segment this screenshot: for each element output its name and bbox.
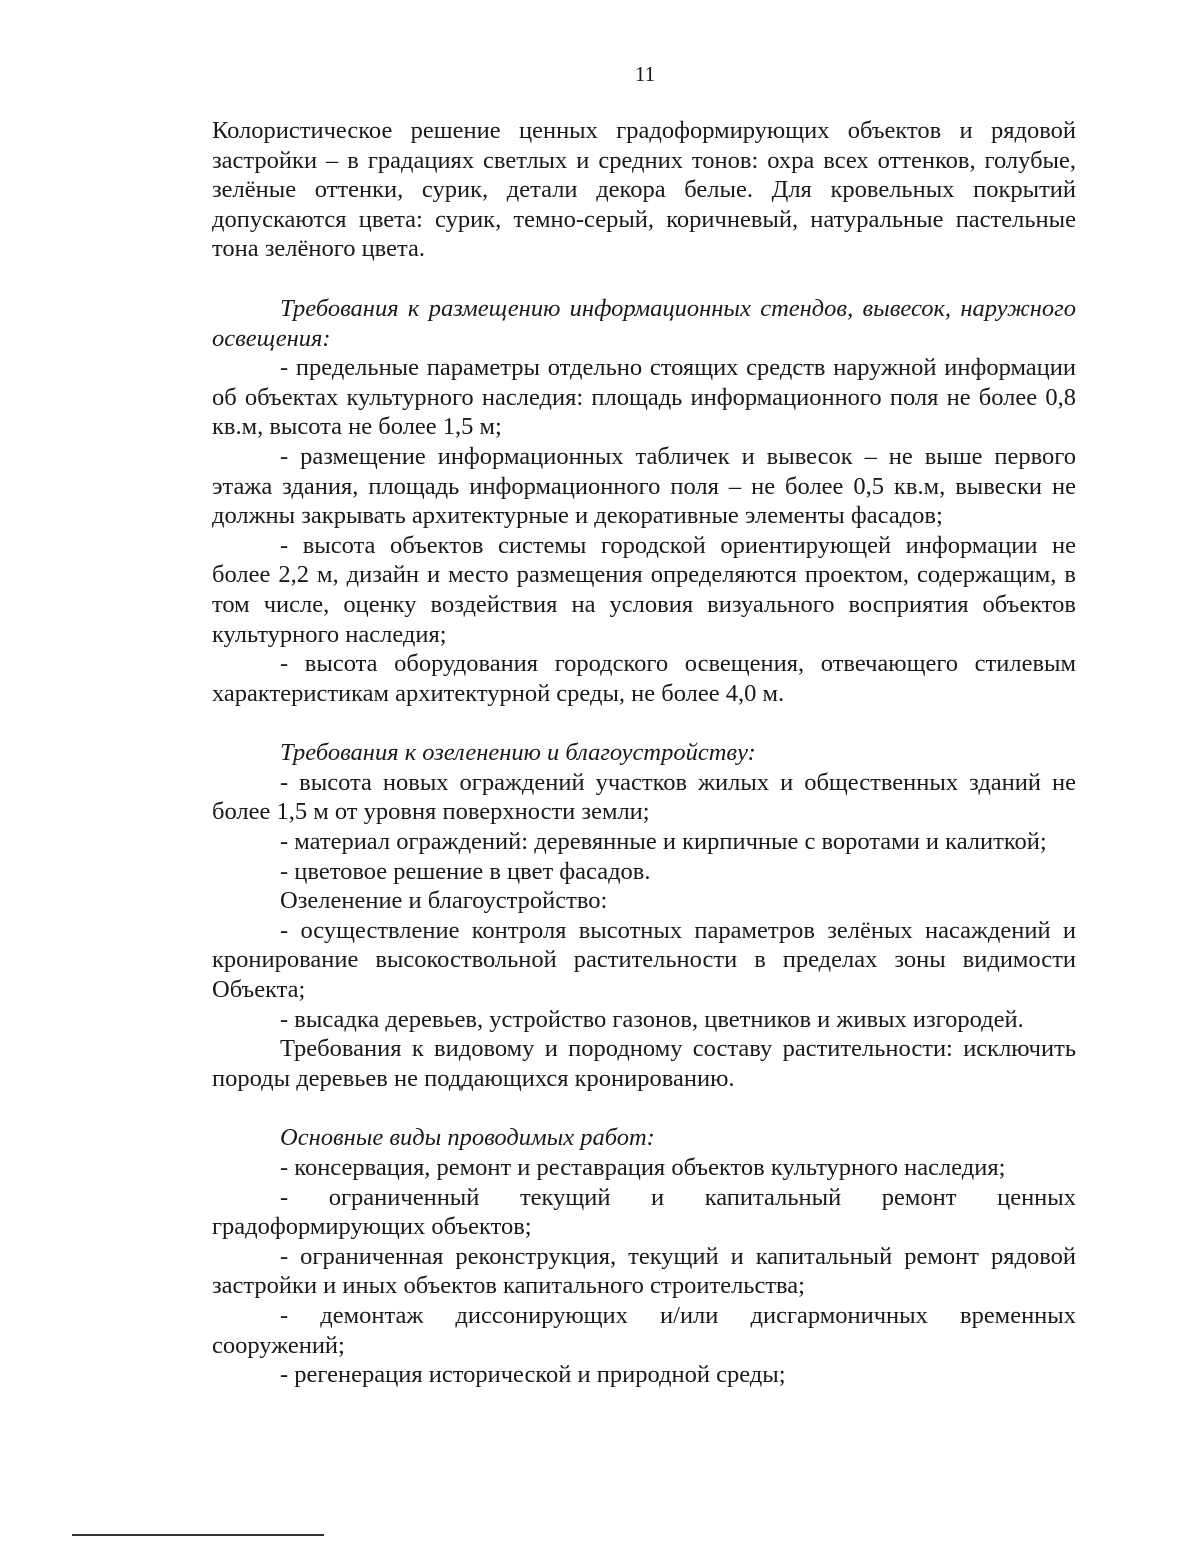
- heading-works: Основные виды проводимых работ:: [280, 1124, 655, 1152]
- list-item: - высота оборудования городского освещения, отвечающего стилевым характеристикам архитектурной среды, не более 4,0 м.: [212, 650, 1076, 707]
- list-item: - цветовое решение в цвет фасадов.: [280, 857, 651, 885]
- list-item: - ограниченная реконструкция, текущий и капитальный ремонт рядовой застройки и иных объектов капитального строительства;: [212, 1242, 1076, 1300]
- footnote-separator: [72, 1534, 324, 1536]
- heading-landscaping: Требования к озеленению и благоустройству:: [280, 739, 756, 767]
- list-item: - демонтаж диссонирующих и/или дисгармоничных временных сооружений;: [212, 1301, 1076, 1359]
- list-item: - предельные параметры отдельно стоящих средств наружной информации об объектах культурного наследия: площадь информационного поля не более 0,8 кв.м, высота не более 1,5 м;: [212, 354, 1076, 441]
- list-item: - ограниченный текущий и капитальный ремонт ценных градоформирующих объектов;: [212, 1183, 1076, 1241]
- list-item: - материал ограждений: деревянные и кирпичные с воротами и калиткой;: [280, 828, 1047, 856]
- paragraph-vegetation: Требования к видовому и породному составу растительности: исключить породы деревьев не поддающихся кронированию.: [212, 1035, 1076, 1092]
- list-item: - консервация, ремонт и реставрация объектов культурного наследия;: [280, 1154, 1006, 1181]
- list-item: - осуществление контроля высотных параметров зелёных насаждений и кронирование высокоствольной растительности в пределах зоны видимости Объекта;: [212, 916, 1076, 1004]
- subheading-greening: Озеленение и благоустройство:: [280, 887, 608, 915]
- page-number: 11: [634, 62, 656, 86]
- document-body: [212, 116, 1076, 1390]
- list-item: - высадка деревьев, устройство газонов, цветников и живых изгородей.: [280, 1005, 1024, 1033]
- list-item: - высота новых ограждений участков жилых и общественных зданий не более 1,5 м от уровня поверхности земли;: [212, 768, 1076, 826]
- heading-info-stands: Требования к размещению информационных стендов, вывесок, наружного освещения:: [212, 294, 1076, 352]
- paragraph-color-solution: Колористическое решение ценных градоформирующих объектов и рядовой застройки – в градациях светлых и средних тонов: охра всех оттенков, голубые, зелёные оттенки, сурик, детали декора белые. Для кровельных покрытий допускаются цвета: сурик, темно-серый, коричневый, натуральные пастельные тона зелёного цвета.: [212, 117, 1076, 263]
- list-item: - высота объектов системы городской ориентирующей информации не более 2,2 м, дизайн и место размещения определяются проектом, содержащим, в том числе, оценку воздействия на условия визуального восприятия объектов культурного наследия;: [212, 531, 1076, 648]
- list-item: - регенерация исторической и природной среды;: [280, 1361, 786, 1389]
- list-item: - размещение информационных табличек и вывесок – не выше первого этажа здания, площадь информационного поля – не более 0,5 кв.м, вывески не должны закрывать архитектурные и декоративные элементы фасадов;: [212, 442, 1076, 530]
